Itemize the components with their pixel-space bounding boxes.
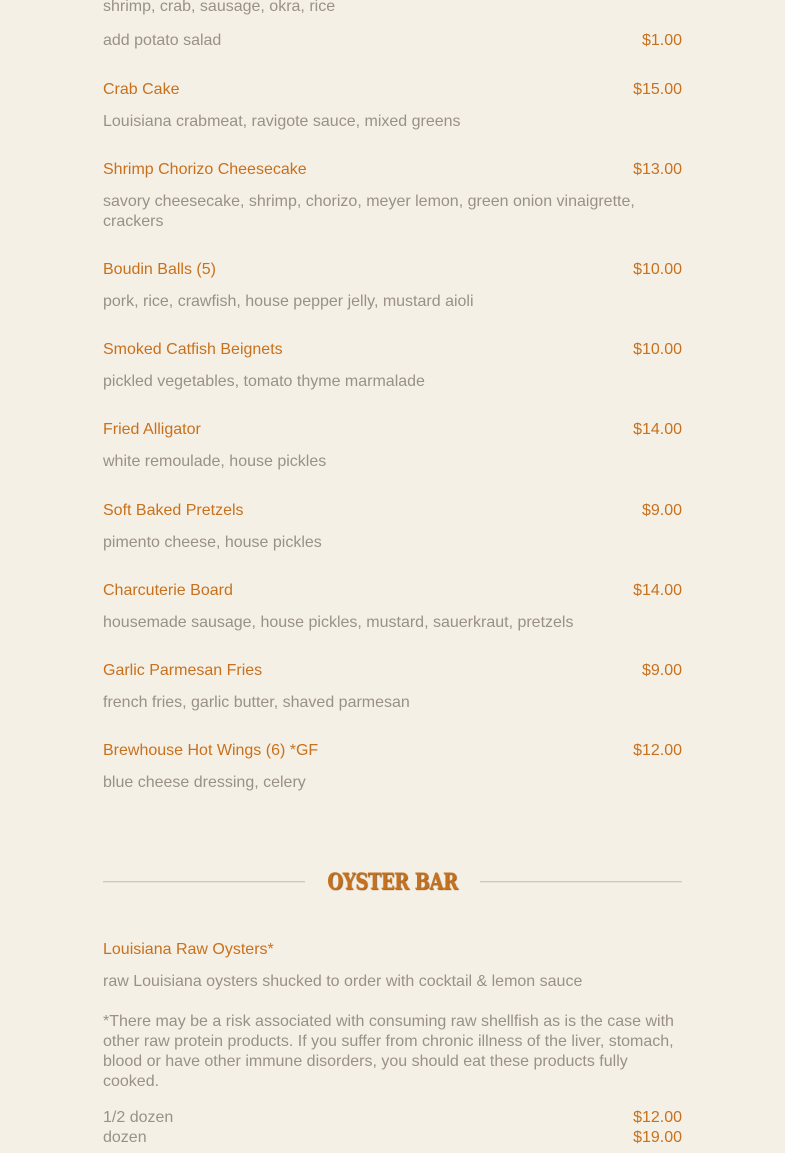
menu-item-charcuterie-board	[103, 581, 682, 633]
divider-left	[103, 881, 305, 883]
item-price: $9.00	[641, 502, 682, 519]
price-option-price: $19.00	[633, 1129, 682, 1146]
menu-item-louisiana-raw-oysters	[103, 940, 682, 1148]
menu-item-shrimp-chorizo-cheesecake	[103, 160, 682, 232]
price-option	[103, 1108, 682, 1128]
item-description: Louisiana crabmeat, ravigote sauce, mixed greens	[103, 113, 461, 130]
menu-item-smoked-catfish-beignets	[103, 340, 682, 392]
item-price: $9.00	[641, 662, 682, 679]
item-description: savory cheesecake, shrimp, chorizo, meyer lemon, green onion vinaigrette, crackers	[103, 193, 635, 230]
item-name: Crab Cake	[103, 81, 180, 98]
item-description: shrimp, crab, sausage, okra, rice	[103, 0, 336, 15]
price-option	[103, 1128, 682, 1148]
oyster-price-list	[103, 1108, 682, 1148]
menu-item-soft-baked-pretzels	[103, 501, 682, 553]
item-name: Boudin Balls (5)	[103, 261, 216, 278]
item-price: $13.00	[633, 161, 682, 178]
item-price: $14.00	[633, 421, 682, 438]
divider-right	[480, 881, 682, 883]
menu-item-boudin-balls	[103, 260, 682, 312]
item-name: Garlic Parmesan Fries	[103, 662, 263, 679]
item-price: $10.00	[633, 341, 682, 358]
item-name: Soft Baked Pretzels	[103, 502, 244, 519]
item-name: Smoked Catfish Beignets	[103, 341, 283, 358]
item-price: $12.00	[633, 742, 682, 759]
price-option-price: $12.00	[633, 1109, 682, 1126]
menu-item-crab-cake	[103, 80, 682, 132]
item-price: $15.00	[633, 81, 682, 98]
item-price: $10.00	[633, 261, 682, 278]
menu-item-brewhouse-hot-wings	[103, 741, 682, 793]
item-description: pickled vegetables, tomato thyme marmalade	[103, 373, 425, 390]
item-name: Brewhouse Hot Wings (6) *GF	[103, 742, 319, 759]
item-name: Louisiana Raw Oysters*	[103, 941, 274, 958]
raw-shellfish-warning: *There may be a risk associated with consuming raw shellfish as is the case with other raw protein products. If you suffer from chronic illness of the liver, stomach, blood or have other immune disorders, you should eat these products fully cooked.	[103, 1013, 674, 1090]
item-description: pimento cheese, house pickles	[103, 534, 322, 551]
item-description: white remoulade, house pickles	[103, 453, 327, 470]
menu-item-garlic-parmesan-fries	[103, 661, 682, 713]
addon-row	[103, 32, 682, 50]
item-description: housemade sausage, house pickles, mustard, sauerkraut, pretzels	[103, 614, 574, 631]
menu-item-fried-alligator	[103, 420, 682, 472]
item-description: blue cheese dressing, celery	[103, 774, 306, 791]
section-header-oyster-bar	[103, 864, 682, 900]
item-name: Shrimp Chorizo Cheesecake	[103, 161, 307, 178]
item-description: pork, rice, crawfish, house pepper jelly, mustard aioli	[103, 293, 474, 310]
item-description: french fries, garlic butter, shaved parmesan	[103, 694, 410, 711]
price-option-label: 1/2 dozen	[103, 1109, 174, 1126]
addon-price: $1.00	[641, 32, 682, 49]
price-option-label: dozen	[103, 1129, 147, 1146]
item-name: Charcuterie Board	[103, 582, 233, 599]
item-price: $14.00	[633, 582, 682, 599]
section-title: OYSTER BAR	[327, 869, 458, 895]
addon-label: add potato salad	[103, 32, 222, 49]
item-name: Fried Alligator	[103, 421, 201, 438]
item-description: raw Louisiana oysters shucked to order with cocktail & lemon sauce	[103, 973, 583, 990]
